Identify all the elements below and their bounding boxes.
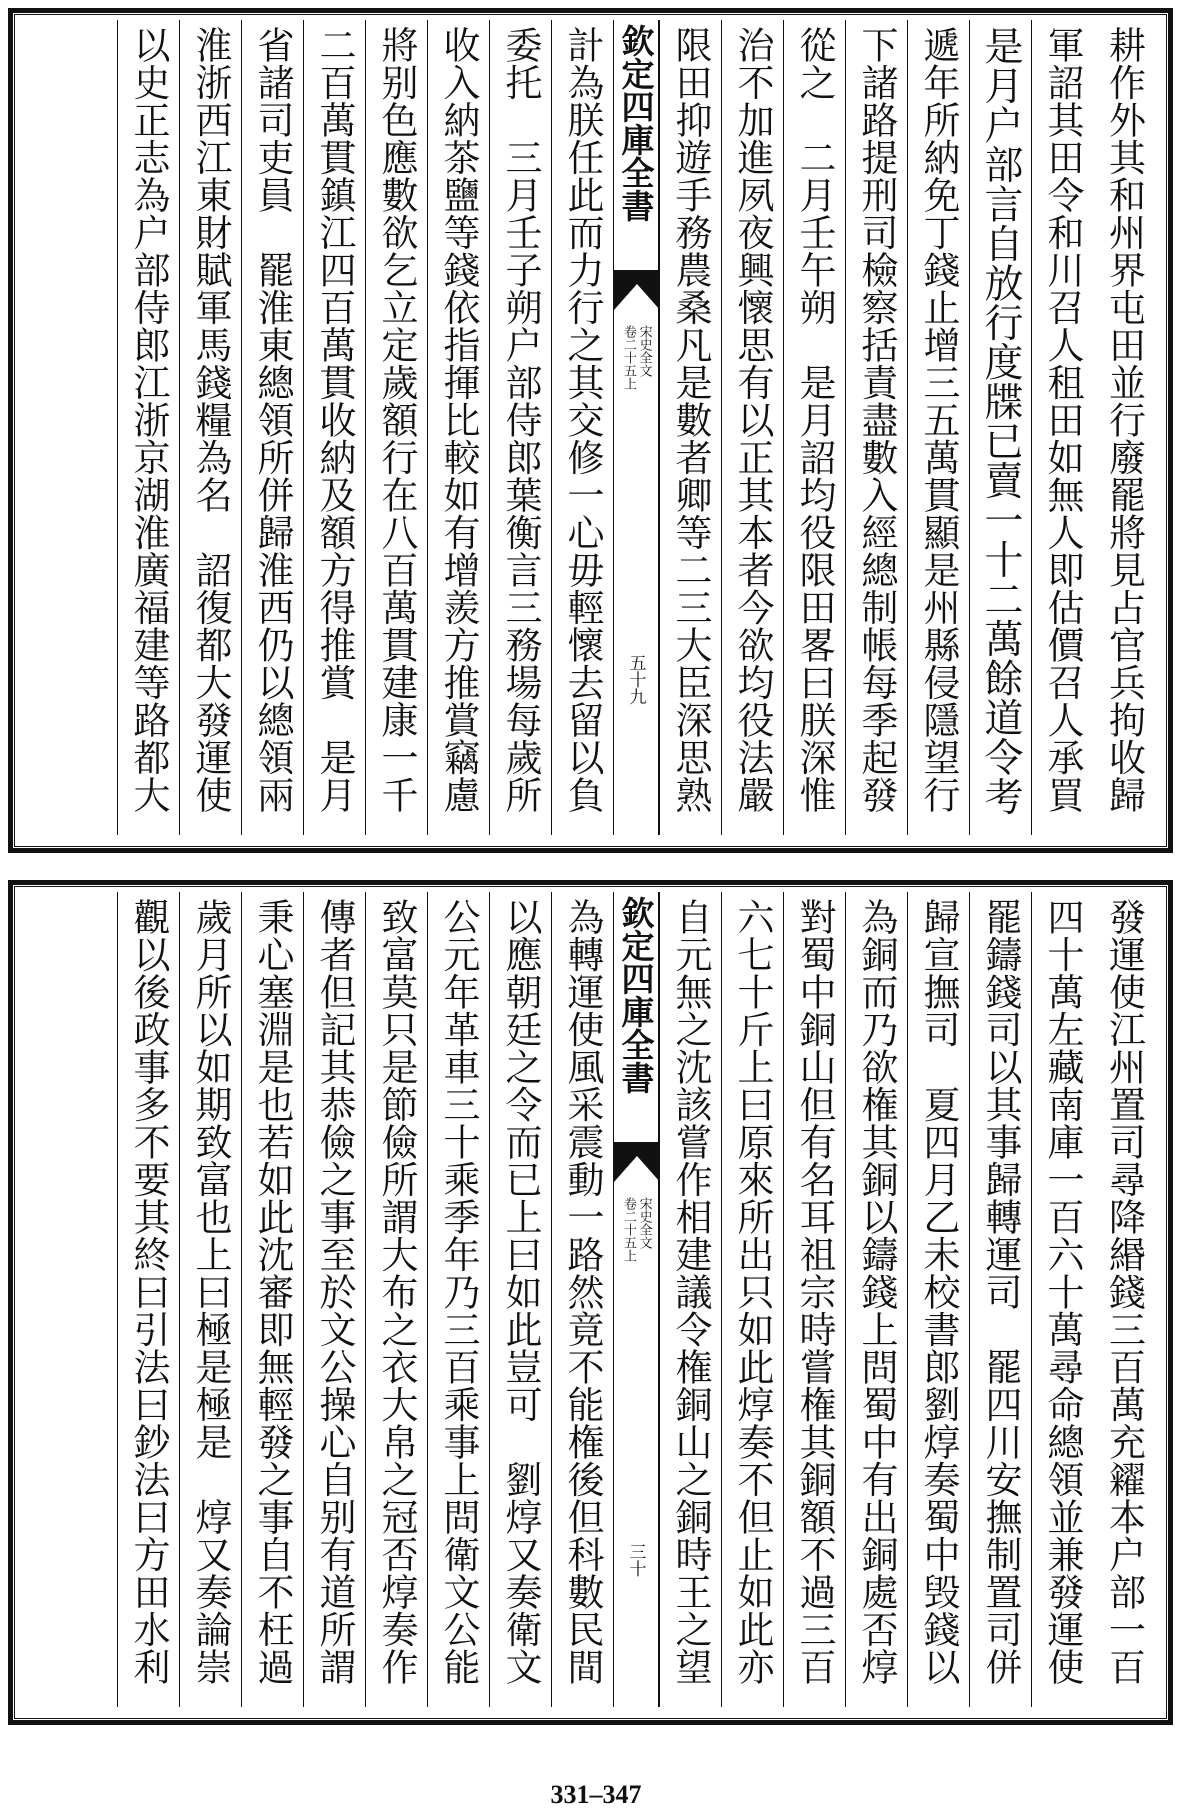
column-text: 軍詔其田令和川召人租田如無人即估價召人承買 (1041, 26, 1084, 814)
folio-number: 五十九 (625, 654, 646, 705)
text-column (659, 892, 721, 1707)
text-column (117, 20, 179, 835)
text-column (489, 892, 551, 1707)
column-text: 為銅而乃欲権其銅以鑄錢上問蜀中有出銅處否焞 (855, 898, 898, 1686)
text-column (489, 20, 551, 835)
text-column (721, 892, 783, 1707)
center-fold (613, 20, 659, 835)
text-column (721, 20, 783, 835)
top-page (8, 8, 1173, 853)
column-text: 下諸路提刑司檢察括責盡數入經總制帳每季起發 (855, 26, 898, 814)
column-text: 遞年所納免丁錢止增三五萬貫顯是州縣侵隱望行 (917, 26, 960, 814)
column-text: 收入納茶鹽等錢依指揮比較如有增羨方推賞竊慮 (437, 26, 480, 814)
text-column (1031, 20, 1093, 835)
book-title: 欽定四庫全書 (616, 896, 656, 1094)
column-text: 發運使江州置司尋降緡錢三百萬充糴本户部一百 (1102, 898, 1146, 1686)
column-text: 是月户部言自放行度牒已賣一十二萬餘道令考 (978, 26, 1023, 816)
text-column (783, 892, 845, 1707)
text-column (303, 20, 365, 835)
book-name: 宋史全文 (636, 1197, 652, 1249)
text-column (427, 20, 489, 835)
column-text: 歲月所以如期致富也上曰極是極是 焞又奏論崇 (189, 898, 232, 1686)
text-column (1031, 892, 1093, 1707)
column-text: 自元無之沈該嘗作相建議令権銅山之銅時王之望 (669, 898, 712, 1686)
column-text: 以應朝廷之令而已上曰如此豈可 劉焞又奏衛文 (499, 898, 542, 1686)
column-text: 二百萬貫鎮江四百萬貫收納及額方得推賞 是月 (313, 26, 356, 814)
column-text: 淮浙西江東財賦軍馬錢糧為名 詔復都大發運使 (189, 26, 232, 814)
page-number: 331–347 (550, 1780, 642, 1809)
text-column (969, 892, 1031, 1707)
chapter-name: 卷二十五上 (621, 325, 636, 390)
text-column (241, 20, 303, 835)
text-column (365, 892, 427, 1707)
text-column (303, 892, 365, 1707)
center-fold (613, 892, 659, 1707)
column-text: 將别色應數欲乞立定歲額行在八百萬貫建康一千 (375, 26, 418, 814)
text-column (179, 20, 241, 835)
text-column (659, 20, 721, 835)
column-text: 從之 二月壬午朔 是月詔均役限田畧曰朕深惟 (793, 26, 836, 814)
text-column (551, 892, 613, 1707)
text-column (365, 20, 427, 835)
fishtail-mark-icon (614, 270, 660, 310)
book-name: 宋史全文 (636, 325, 652, 377)
text-column (427, 892, 489, 1707)
center-subtitle (621, 1197, 650, 1262)
text-column (783, 20, 845, 835)
text-column (1093, 20, 1155, 835)
text-column (845, 20, 907, 835)
text-column (117, 892, 179, 1707)
text-column (551, 20, 613, 835)
text-column (179, 892, 241, 1707)
column-text: 治不加進夙夜興懷思有以正其本者今欲均役法嚴 (731, 26, 774, 814)
text-column (907, 20, 969, 835)
text-column (1093, 892, 1155, 1707)
chapter-name: 卷二十五上 (621, 1197, 636, 1262)
column-text: 耕作外其和州界屯田並行廢罷將見占官兵拘收歸 (1102, 26, 1146, 814)
column-text: 公元年革車三十乘季年乃三百乘事上問衛文公能 (437, 898, 480, 1686)
column-text: 六七十斤上曰原來所出只如此焞奏不但止如此亦 (731, 898, 774, 1686)
column-text: 對蜀中銅山但有名耳祖宗時嘗権其銅額不過三百 (793, 898, 836, 1686)
text-column (845, 892, 907, 1707)
column-text: 省諸司吏員 罷淮東總領所併歸淮西仍以總領兩 (251, 26, 294, 814)
column-text: 為轉運使風采震動一路然竟不能権後但科數民間 (561, 898, 604, 1686)
column-text: 計為朕任此而力行之其交修一心毋輕懷去留以負 (561, 26, 604, 814)
column-text: 以史正志為户部侍郎江浙京湖淮廣福建等路都大 (127, 26, 170, 814)
column-text: 傳者但記其恭儉之事至於文公操心自别有道所謂 (313, 898, 356, 1686)
column-text: 限田抑遊手務農桑凡是數者卿等二三大臣深思熟 (669, 26, 712, 814)
folio-number: 三十 (625, 1543, 646, 1577)
column-text: 罷鑄錢司以其事歸轉運司 罷四川安撫制置司併 (979, 898, 1022, 1686)
center-subtitle (621, 325, 650, 390)
column-text: 致富莫只是節儉所謂大布之衣大帛之冠否焞奏作 (375, 898, 418, 1686)
column-text: 秉心塞淵是也若如此沈審即無輕發之事自不枉過 (251, 898, 294, 1686)
text-column (907, 892, 969, 1707)
fishtail-mark-icon (614, 1142, 660, 1182)
bottom-page (8, 880, 1173, 1725)
column-text: 觀以後政事多不要其終曰引法曰鈔法曰方田水利 (127, 898, 170, 1686)
text-column (969, 20, 1031, 835)
book-title: 欽定四庫全書 (616, 24, 656, 222)
column-text: 歸宣撫司 夏四月乙未校書郎劉焞奏蜀中毁錢以 (917, 898, 960, 1686)
column-text: 委托 三月壬子朔户部侍郎葉衡言三務場每歲所 (499, 26, 542, 814)
text-column (241, 892, 303, 1707)
column-text: 四十萬左藏南庫一百六十萬尋命總領並兼發運使 (1041, 898, 1084, 1686)
